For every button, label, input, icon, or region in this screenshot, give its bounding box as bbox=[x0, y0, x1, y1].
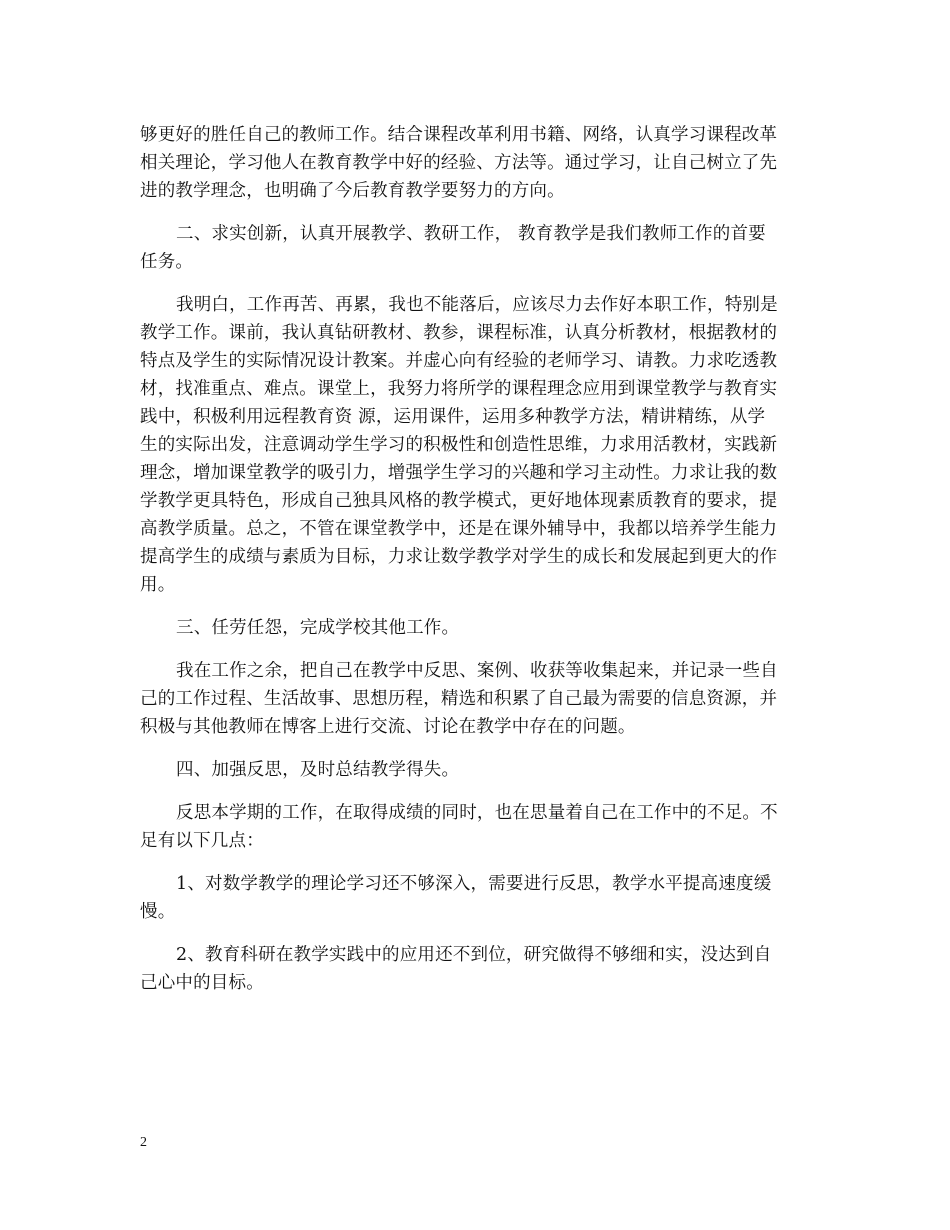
text-line: 慢。 bbox=[140, 902, 176, 922]
text-line: 理念，增加课堂教学的吸引力，增强学生学习的兴趣和学习主动性。力求让我的数 bbox=[140, 463, 778, 483]
text-line: 进的教学理念，也明确了今后教育教学要努力的方向。 bbox=[140, 181, 565, 201]
text-line: 生的实际出发，注意调动学生学习的积极性和创造性思维，力求用活教材，实践新 bbox=[140, 435, 778, 455]
text-line: 任务。 bbox=[140, 252, 194, 272]
text-line: 四、加强反思，及时总结教学得失。 bbox=[176, 760, 460, 780]
text-line: 积极与其他教师在博客上进行交流、讨论在教学中存在的问题。 bbox=[140, 717, 636, 737]
text-line: 材，找准重点、难点。课堂上，我努力将所学的课程理念应用到课堂教学与教育实 bbox=[140, 379, 778, 399]
text-line: 足有以下几点： bbox=[140, 831, 264, 851]
text-line: 高教学质量。总之，不管在课堂教学中，还是在课外辅导中，我都以培养学生能力 bbox=[140, 519, 778, 539]
text-line: 用。 bbox=[140, 575, 176, 595]
page-number: 2 bbox=[140, 1135, 147, 1150]
text-line: 2、教育科研在教学实践中的应用还不到位，研究做得不够细和实，没达到自 bbox=[176, 945, 772, 965]
text-line: 己心中的目标。 bbox=[140, 973, 264, 993]
text-line: 教学工作。课前，我认真钻研教材、教参，课程标准，认真分析教材，根据教材的 bbox=[140, 323, 778, 343]
text-line: 提高学生的成绩与素质为目标，力求让数学教学对学生的成长和发展起到更大的作 bbox=[140, 547, 778, 567]
text-line: 我明白，工作再苦、再累，我也不能落后，应该尽力去作好本职工作，特别是 bbox=[176, 295, 778, 315]
text-line: 反思本学期的工作，在取得成绩的同时，也在思量着自己在工作中的不足。不 bbox=[176, 803, 778, 823]
text-line: 三、任劳任怨，完成学校其他工作。 bbox=[176, 618, 460, 638]
text-line: 特点及学生的实际情况设计教案。并虚心向有经验的老师学习、请教。力求吃透教 bbox=[140, 351, 778, 371]
text-line: 1、对数学教学的理论学习还不够深入，需要进行反思，教学水平提高速度缓 bbox=[176, 874, 772, 894]
text-line: 己的工作过程、生活故事、思想历程，精选和积累了自己最为需要的信息资源，并 bbox=[140, 689, 778, 709]
text-line: 相关理论，学习他人在教育教学中好的经验、方法等。通过学习，让自己树立了先 bbox=[140, 153, 778, 173]
text-line: 够更好的胜任自己的教师工作。结合课程改革利用书籍、网络，认真学习课程改革 bbox=[140, 125, 778, 145]
text-line: 我在工作之余，把自己在教学中反思、案例、收获等收集起来，并记录一些自 bbox=[176, 661, 778, 681]
text-line: 二、求实创新，认真开展教学、教研工作， 教育教学是我们教师工作的首要 bbox=[176, 224, 766, 244]
text-line: 践中，积极利用远程教育资 源，运用课件，运用多种教学方法，精讲精练，从学 bbox=[140, 407, 766, 427]
text-line: 学教学更具特色，形成自己独具风格的教学模式，更好地体现素质教育的要求，提 bbox=[140, 491, 778, 511]
